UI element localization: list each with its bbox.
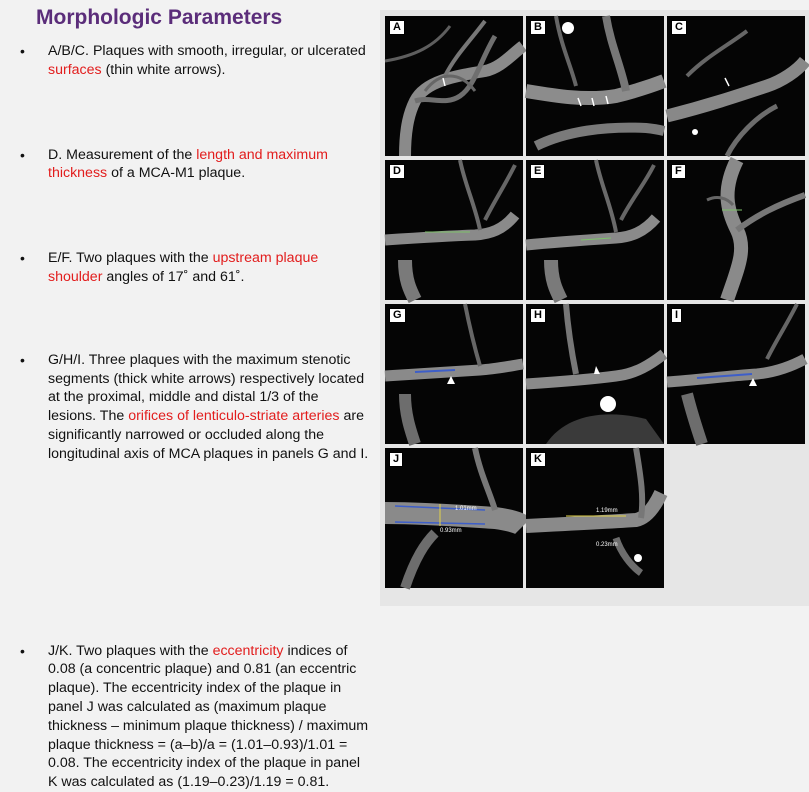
panel-label: J [389, 452, 403, 467]
bullet-dot: • [20, 351, 25, 368]
panel-label: B [530, 20, 546, 35]
vessel-image [385, 304, 523, 444]
vessel-image [526, 304, 664, 444]
panel-d [385, 160, 523, 300]
panel-label: G [389, 308, 406, 323]
bullet-list [10, 42, 370, 791]
bullet-text: are significantly narrowed or occluded along the longitudinal axis of MCA plaques in panels G and I. [48, 408, 369, 462]
bullet-text: angles of 17˚ and 61˚. [102, 268, 245, 285]
bullet-dot: • [20, 250, 25, 267]
bullet-highlight: upstream plaque shoulder [48, 250, 319, 285]
vessel-image [667, 160, 805, 300]
panel-label: A [389, 20, 405, 35]
bullet-surfaces [10, 42, 370, 80]
bullet-dot: • [20, 146, 25, 163]
panel-label: K [530, 452, 546, 467]
panel-label: E [530, 164, 545, 179]
panel-f [667, 160, 805, 300]
bullet-highlight: surfaces [48, 61, 102, 78]
panel-a [385, 16, 523, 156]
measurement-label: 0.93mm [440, 528, 462, 534]
vessel-image [667, 16, 805, 156]
bullet-eccentricity [10, 642, 370, 792]
bullet-text: D. Measurement of the [48, 146, 197, 163]
bullet-text: E/F. Two plaques with the [48, 250, 213, 267]
bullet-text: (thin white arrows). [101, 61, 226, 78]
panel-k [526, 448, 664, 588]
bullet-shoulder [10, 249, 370, 287]
panel-c [667, 16, 805, 156]
vessel-image [385, 160, 523, 300]
vessel-image [526, 448, 664, 588]
panel-label: D [389, 164, 405, 179]
bullet-text: of a MCA-M1 plaque. [107, 165, 246, 182]
bullet-stenotic [10, 351, 370, 464]
panel-label: H [530, 308, 546, 323]
panel-e [526, 160, 664, 300]
panel-label: I [671, 308, 682, 323]
measurement-label: 0.23mm [596, 542, 618, 548]
panel-b [526, 16, 664, 156]
figure-grid [380, 10, 809, 606]
bullet-dot: • [20, 642, 25, 659]
panel-label: F [671, 164, 686, 179]
slide-title: Morphologic Parameters [36, 6, 283, 29]
panel-j [385, 448, 523, 588]
bullet-text: J/K. Two plaques with the [48, 642, 213, 659]
vessel-image [385, 16, 523, 156]
panel-i [667, 304, 805, 444]
measurement-label: 1.01mm [455, 506, 477, 512]
vessel-image [385, 448, 523, 588]
vessel-image [667, 304, 805, 444]
vessel-image [526, 16, 664, 156]
bullet-highlight: orifices of lenticulo-striate arteries [128, 408, 340, 425]
panel-label: C [671, 20, 687, 35]
vessel-image [526, 160, 664, 300]
panel-h [526, 304, 664, 444]
bullet-highlight: length and maximum thickness [48, 146, 328, 182]
panel-g [385, 304, 523, 444]
bullet-length-thickness [10, 146, 370, 184]
bullet-text: A/B/C. Plaques with smooth, irregular, or ulcerated [48, 43, 366, 59]
measurement-label: 1.19mm [596, 508, 618, 514]
bullet-text: G/H/I. Three plaques with the maximum stenotic segments (thick white arrows) respectively located at the proximal, middle and distal 1/3 of the lesions. The [48, 351, 365, 425]
bullet-dot: • [20, 43, 25, 59]
bullet-text: indices of 0.08 (a concentric plaque) and 0.81 (an eccentric plaque). The eccentricity index of the plaque in panel J was calculated as (maximum plaque thickness – minimum plaque thickness) / maximum plaque thickness = (a–b)/a = (1.01–0.93)/1.01 = 0.08. The eccentricity index of the plaque in panel K was calculated as (1.19–0.23)/1.19 = 0.81. [48, 642, 369, 791]
bullet-highlight: eccentricity [212, 642, 284, 659]
